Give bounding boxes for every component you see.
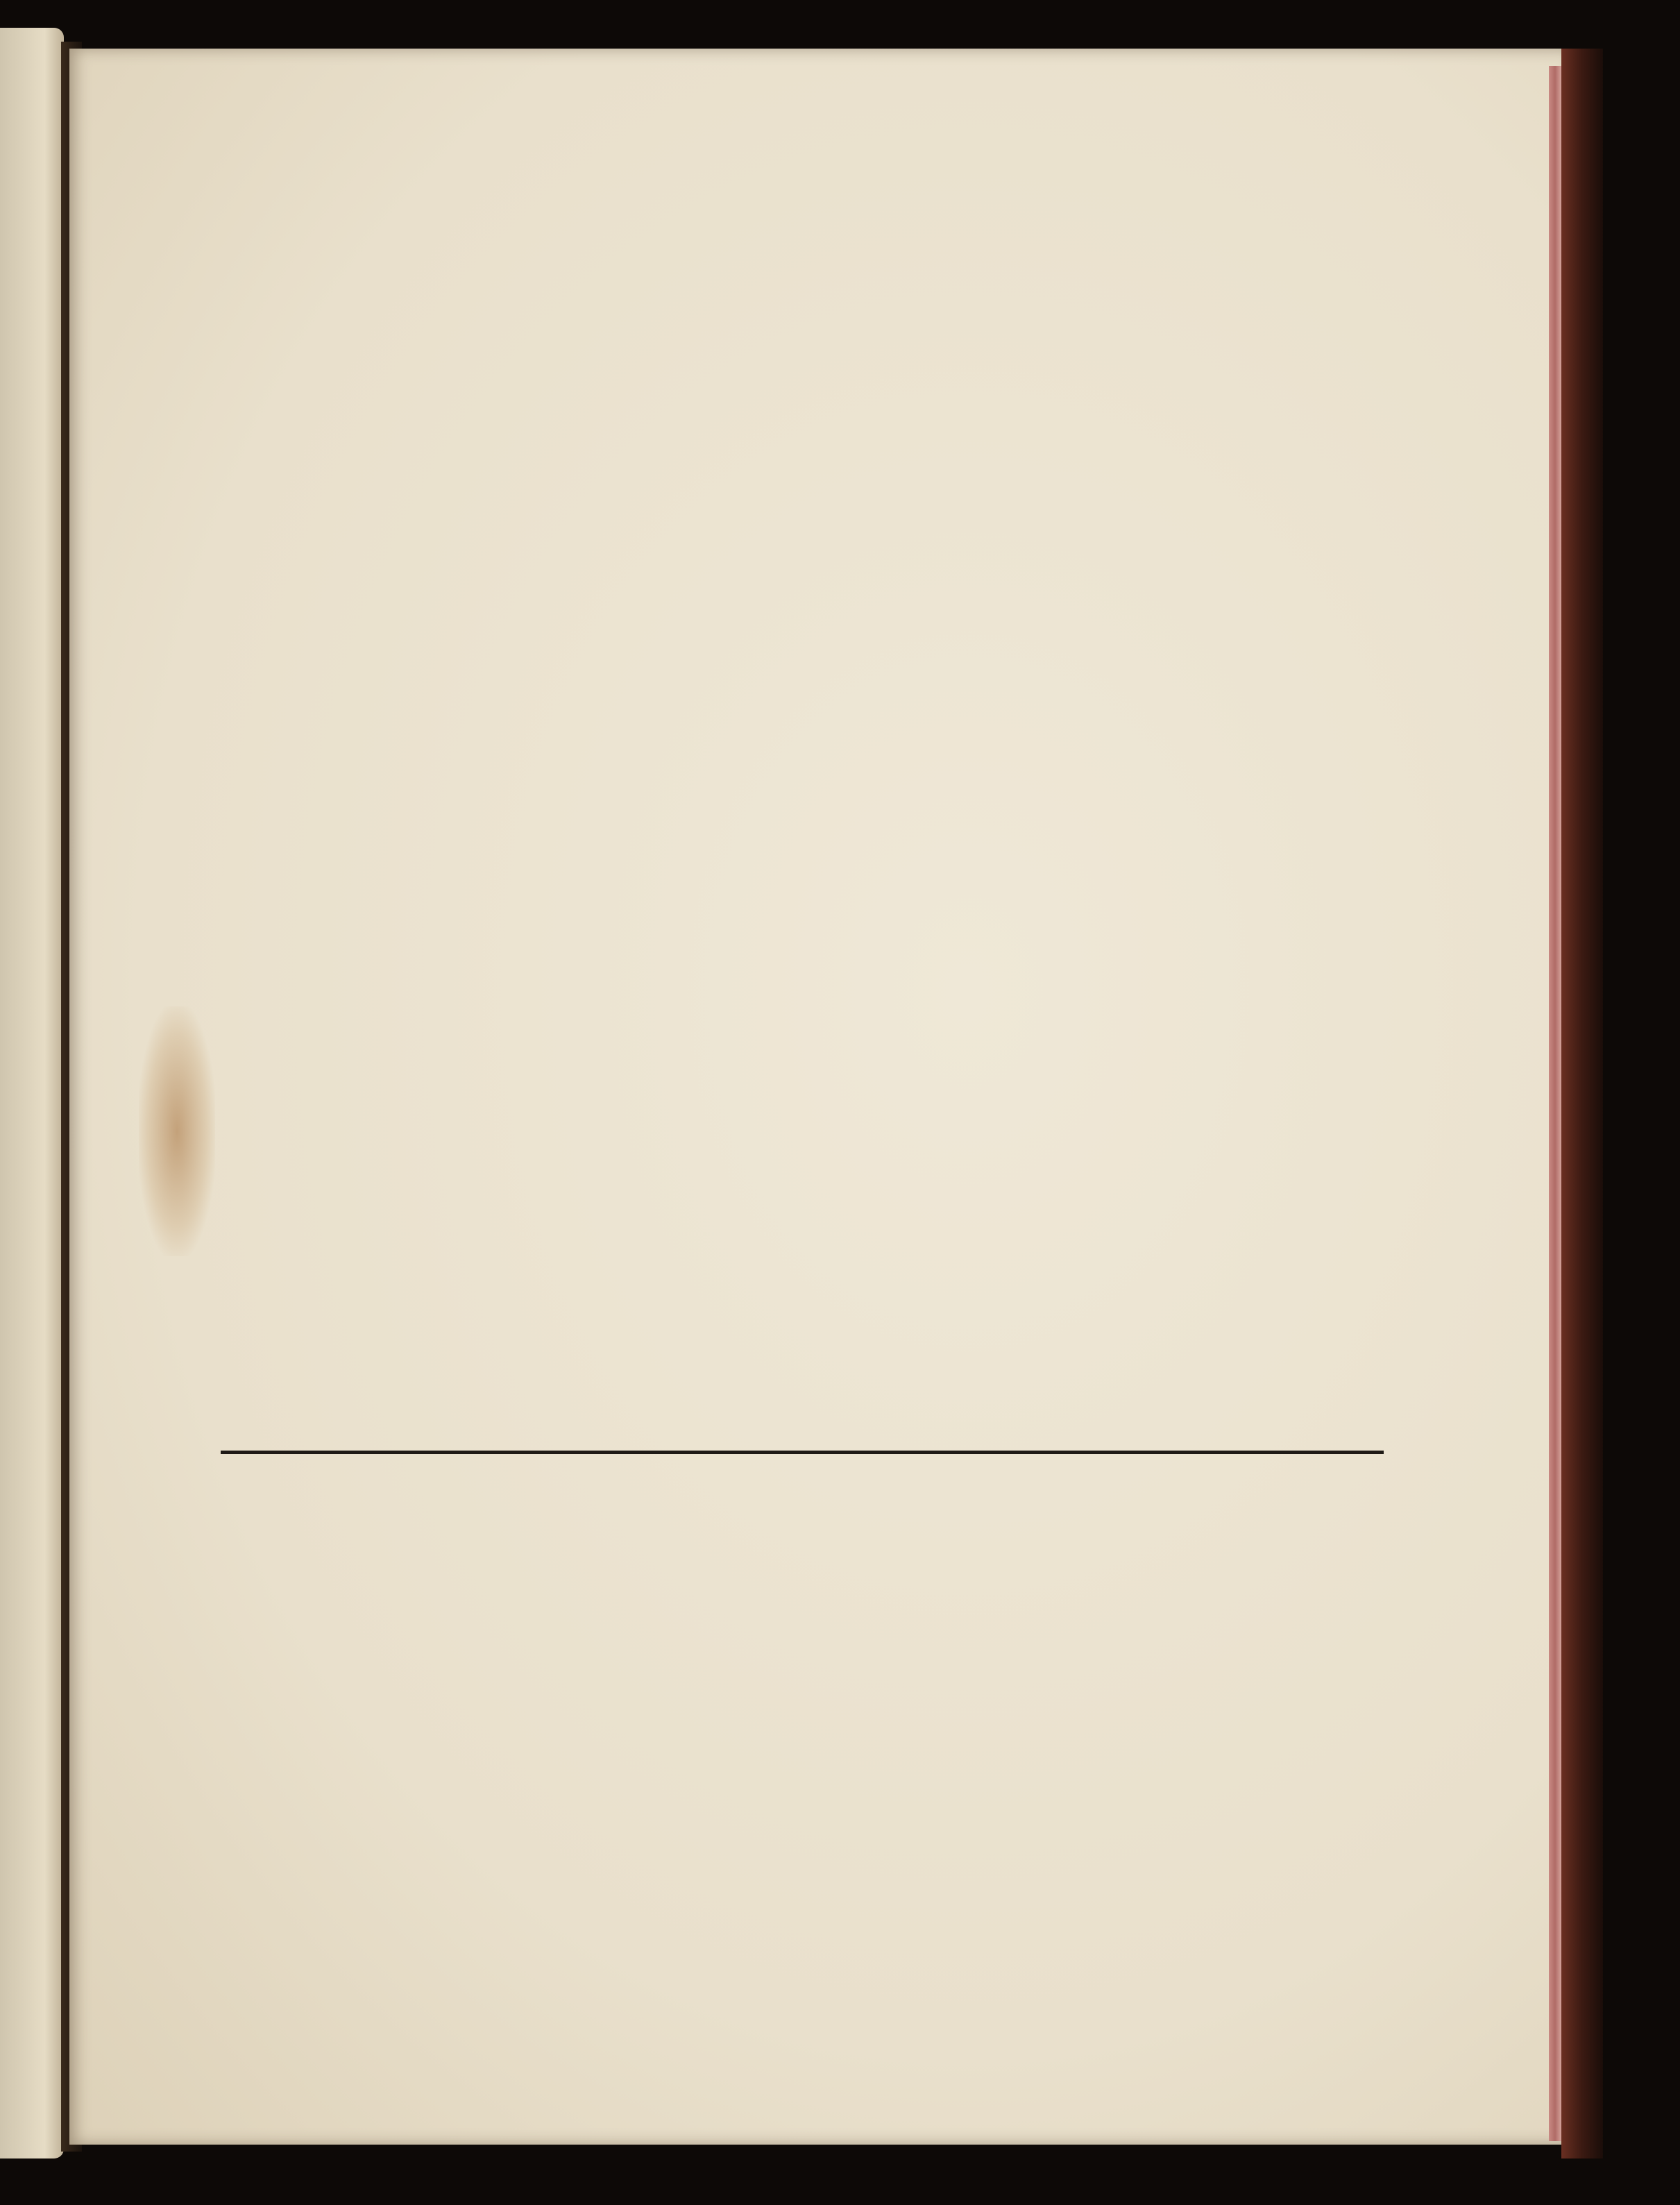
page-stain — [139, 1006, 215, 1256]
section-rule — [221, 1451, 1384, 1454]
left-page-edge — [0, 28, 64, 2158]
book-page — [69, 49, 1568, 2145]
binding-edge — [1561, 49, 1603, 2158]
page-edge-red — [1549, 66, 1561, 2141]
